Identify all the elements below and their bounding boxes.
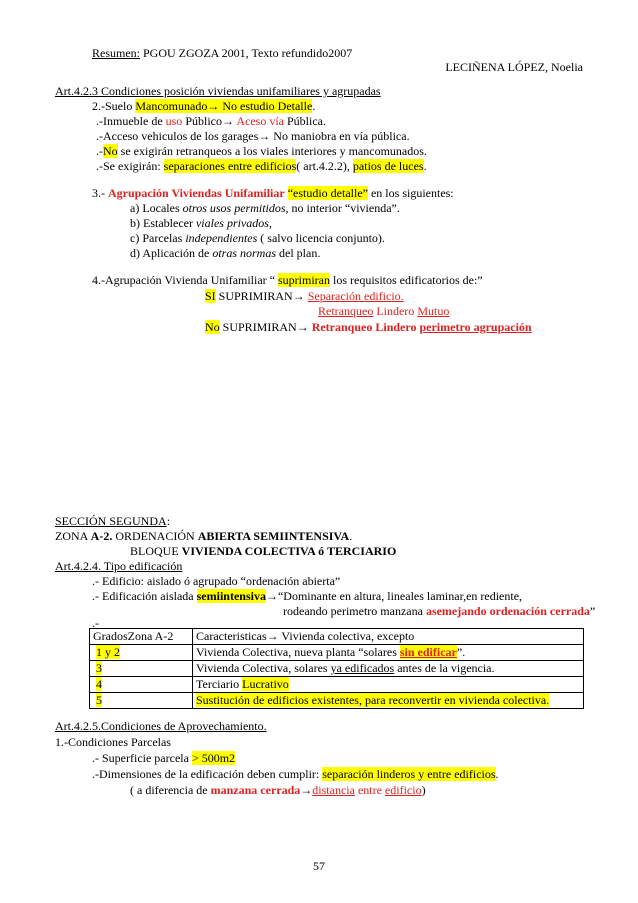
highlight: patios de luces [352, 159, 424, 173]
grade-cell [90, 677, 193, 693]
text: .- Edificación aislada [92, 589, 197, 603]
red-bold-underlined-text: perimetro agrupación [419, 320, 532, 334]
highlight: Lucrativo [242, 677, 289, 691]
art425-line3 [92, 767, 499, 782]
highlight: > 500m2 [191, 751, 236, 765]
grade-value: 1 y 2 [96, 645, 120, 659]
table-header-cell: Caracteristicas→ Vivienda colectiva, excepto [193, 629, 584, 645]
text: 4.-Agrupación Vivienda Unifamiliar “ [92, 273, 278, 287]
table-header-row [90, 629, 584, 645]
text: ( a diferencia de [130, 783, 211, 797]
text: Terciario [196, 677, 243, 691]
text: . [349, 529, 353, 543]
art423-line-separaciones [96, 159, 427, 174]
art425-line1: 1.-Condiciones Parcelas [55, 735, 171, 749]
italic-text: otras normas [212, 246, 276, 260]
highlight: sin edificar [399, 645, 457, 659]
grade-cell [90, 693, 193, 709]
text: Vivienda Colectiva, nueva planta “solares [196, 645, 400, 659]
description-cell [193, 645, 584, 661]
text: ORDENACIÓN [112, 529, 198, 543]
art423-no-suprimiran [205, 320, 532, 335]
art423-line-acceso [96, 129, 410, 144]
art423-line-inmueble [96, 114, 326, 129]
art423-point3b [130, 216, 272, 231]
text: rodeando perimetro manzana [283, 604, 426, 618]
grade-cell [90, 661, 193, 677]
highlight: semiintensiva [196, 589, 266, 603]
red-bold-text: asemejando ordenación cerrada [425, 604, 590, 618]
description-cell [193, 693, 584, 709]
bold-text: ABIERTA SEMIINTENSIVA [197, 529, 350, 543]
highlight: separación linderos y entre edificios [322, 767, 496, 781]
text: c) Parcelas [130, 231, 186, 245]
red-bold-text: manzana cerrada [210, 783, 301, 797]
table-row [90, 661, 584, 677]
text: a) Locales [130, 201, 183, 215]
header-summary [92, 46, 352, 61]
text: ( art.4.2.2), [296, 159, 353, 173]
text: → No maniobra en vía pública. [258, 129, 410, 143]
text: ”. [456, 645, 466, 659]
italic-text: independientes [185, 231, 258, 245]
art423-si-suprimiran [205, 289, 404, 304]
art425-line2 [92, 751, 235, 766]
red-underlined-text: edificio [384, 783, 422, 797]
text: BLOQUE [130, 544, 182, 558]
text: →“Dominante en altura, lineales laminar,en rediente, [265, 589, 523, 603]
highlight: Sustitución de edificios existentes, para reconvertir en vivienda colectiva. [196, 693, 550, 707]
art425-title: Art.4.2.5.Condiciones de Aprovechamiento. [55, 719, 267, 733]
text: . [423, 159, 427, 173]
art424-dash: .- [92, 616, 99, 630]
page-number: 57 [313, 859, 325, 873]
text: b) Establecer [130, 216, 196, 230]
underlined-text: ya edificados [330, 661, 395, 675]
text: Vivienda Colectiva, solares [196, 661, 331, 675]
red-bold-text: Retranqueo Lindero [311, 320, 420, 334]
text: .-Acceso vehiculos de los garages [96, 129, 259, 143]
text: los requisitos edificatorios de:” [330, 273, 483, 287]
text: ( salvo licencia conjunto). [257, 231, 385, 245]
grades-table [89, 628, 584, 709]
summary-label: Resumen: [92, 46, 140, 60]
art424-line1: .- Edificio: aislado ó agrupado “ordenación abierta” [92, 574, 341, 588]
art423-line-suelo [92, 99, 315, 114]
art423-point3c [130, 231, 385, 246]
text: , no interior “vivienda”. [285, 201, 400, 215]
text: .- [96, 144, 103, 158]
text: en los siguientes: [367, 186, 454, 200]
text: : [166, 514, 171, 528]
text: se exigirán retranqueos a los viales interiores y mancomunados. [117, 144, 427, 158]
italic-text: viales privados, [195, 216, 272, 230]
bold-text: A-2. [90, 529, 113, 543]
text: → [296, 320, 312, 334]
art425-line4 [130, 783, 426, 798]
text: SUPRIMIRAN [219, 320, 297, 334]
italic-text: otros usos permitidos [182, 201, 286, 215]
grade-value: 3 [96, 661, 102, 675]
highlight: No [205, 320, 220, 334]
grade-value: 4 [96, 677, 102, 691]
grade-cell [90, 645, 193, 661]
art423-si-retranqueo [318, 304, 449, 319]
grade-value: 5 [96, 693, 102, 707]
red-underlined-text: Separación edificio. [307, 289, 404, 303]
highlight: suprimiran [278, 273, 330, 287]
red-text: uso [165, 114, 183, 128]
red-text: Lindero [373, 304, 418, 318]
text: ” [589, 604, 596, 618]
section2-zona [55, 529, 352, 544]
red-underlined-text: distancia [312, 783, 355, 797]
art423-point3 [92, 186, 454, 201]
section2-title [55, 514, 170, 529]
red-text: entre [354, 783, 385, 797]
art423-title: Art.4.2.3 Condiciones posición viviendas unifamiliares y agrupadas [55, 84, 381, 98]
text: del plan. [276, 246, 321, 260]
section2-bloque [130, 544, 396, 559]
text: → [292, 289, 308, 303]
art424-title: Art.4.2.4. Tipo edificación [55, 559, 183, 573]
text: d) Aplicación de [130, 246, 213, 260]
text: 3.- [92, 186, 108, 200]
text: SECCIÓN SEGUNDA [55, 514, 167, 528]
text: Pública. [283, 114, 326, 128]
highlight: No [103, 144, 118, 158]
table-row [90, 693, 584, 709]
text: → [221, 114, 237, 128]
text: . [495, 767, 499, 781]
table-row [90, 677, 584, 693]
red-bold-text: Agrupación Viviendas Unifamiliar [108, 186, 285, 200]
art424-line2 [92, 589, 522, 604]
table-row [90, 645, 584, 661]
bold-text: VIVIENDA COLECTIVA ó TERCIARIO [181, 544, 397, 558]
table-header-cell: GradosZona A-2 [90, 629, 193, 645]
art423-point4 [92, 273, 483, 288]
highlight: SI [205, 289, 216, 303]
text: .- Superficie parcela [92, 751, 192, 765]
red-text: Aceso vía [236, 114, 284, 128]
text: ZONA [55, 529, 91, 543]
text: → [300, 783, 313, 797]
description-cell [193, 661, 584, 677]
summary-text: PGOU ZGOZA 2001, Texto refundido2007 [140, 46, 353, 60]
text: . [312, 99, 316, 113]
red-underlined-text: Retranqueo [318, 304, 374, 318]
text: .-Se exigirán: [96, 159, 164, 173]
header-author: LECIÑENA LÓPEZ, Noelia [445, 60, 583, 74]
text: .-Inmueble de [96, 114, 166, 128]
text: Público [182, 114, 222, 128]
art423-point3a [130, 201, 400, 216]
highlight: Mancomunado [135, 99, 208, 113]
red-underlined-text: Mutuo [417, 304, 450, 318]
art423-point3d [130, 246, 320, 261]
art424-line3 [283, 604, 595, 619]
text: antes de la vigencia. [394, 661, 495, 675]
highlight: → No estudio Detalle [207, 99, 313, 113]
art423-line-retranqueos [96, 144, 427, 159]
text: 2.-Suelo [92, 99, 136, 113]
text: .-Dimensiones de la edificación deben cumplir: [92, 767, 323, 781]
highlight: separaciones entre edificios [163, 159, 297, 173]
description-cell [193, 677, 584, 693]
text: ) [421, 783, 426, 797]
highlight: “estudio detalle” [287, 186, 368, 200]
text: SUPRIMIRAN [215, 289, 293, 303]
